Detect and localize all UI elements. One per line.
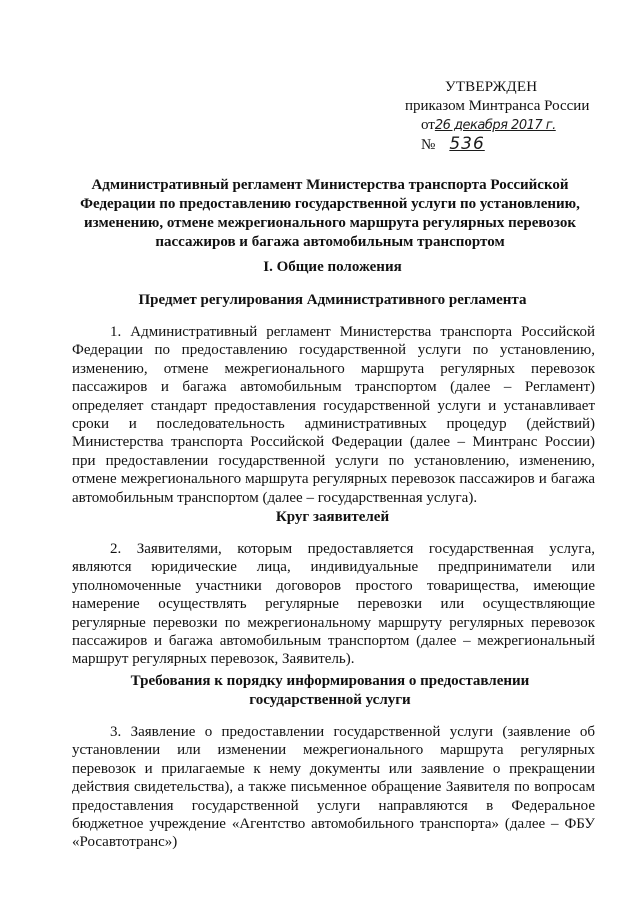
number-label: № (421, 137, 436, 153)
approval-stamp (405, 78, 605, 155)
handwritten-date: 26 декабря 2017 г. (434, 118, 556, 133)
paragraph-3: 3. Заявление о предоставлении государственной услуги (заявление об установлении или изменении межрегионального маршрута регулярных перевозок и прилагаемые к нему документы или заявление о прекращении действия свидетельства), а также письменное обращение Заявителя по вопросам предоставления государственной услуги направляются в Федеральное бюджетное учреждение «Агентство автомобильного транспорта» (далее – ФБУ «Росавтотранс») (72, 724, 595, 851)
handwritten-number: 536 (449, 134, 485, 154)
subheading-information: Требования к порядку информирования о предоставлении государственной услуги (130, 673, 530, 708)
paragraph-2: 2. Заявителями, которым предоставляется государственная услуга, являются юридические лица, индивидуальные предприниматели или уполномоченные участники договоров простого товарищества, имеющие намерение осуществлять регулярные перевозки или осуществляющие регулярные перевозки по межрегиональному маршруту регулярных перевозок пассажиров и багажа автомобильным транспортом (далее – межрегиональный маршрут регулярных перевозок, Заявитель). (72, 541, 595, 668)
subheading-subject: Предмет регулирования Административного регламента (138, 292, 527, 308)
subheading-applicants: Круг заявителей (275, 509, 390, 525)
paragraph-1: 1. Административный регламент Министерства транспорта Российской Федерации по предоставлению государственной услуги по установлению, изменению, отмене межрегионального маршрута регулярных перевозок пассажиров и багажа автомобильным транспортом (далее – Регламент) определяет стандарт предоставления государственной услуги и устанавливает сроки и последовательность административных процедур (действий) Министерства транспорта Российской Федерации (далее – Минтранс России) при предоставлении государственной услуги по установлению, изменению, отмене межрегионального маршрута регулярных перевозок пассажиров и багажа автомобильным транспортом (далее – государственная услуга). (72, 324, 595, 506)
approval-title: УТВЕРЖДЕН (445, 79, 538, 95)
document-title: Административный регламент Министерства транспорта Российской Федерации по предоставлению государственной услуги по установлению, изменению, отмене межрегионального маршрута регулярных перевозок пассажиров и багажа автомобильным транспортом (80, 177, 580, 250)
date-prefix: от (421, 117, 435, 133)
approval-order: приказом Минтранса России (405, 98, 590, 114)
section-heading: I. Общие положения (263, 259, 402, 275)
approval-date-line (405, 116, 605, 155)
